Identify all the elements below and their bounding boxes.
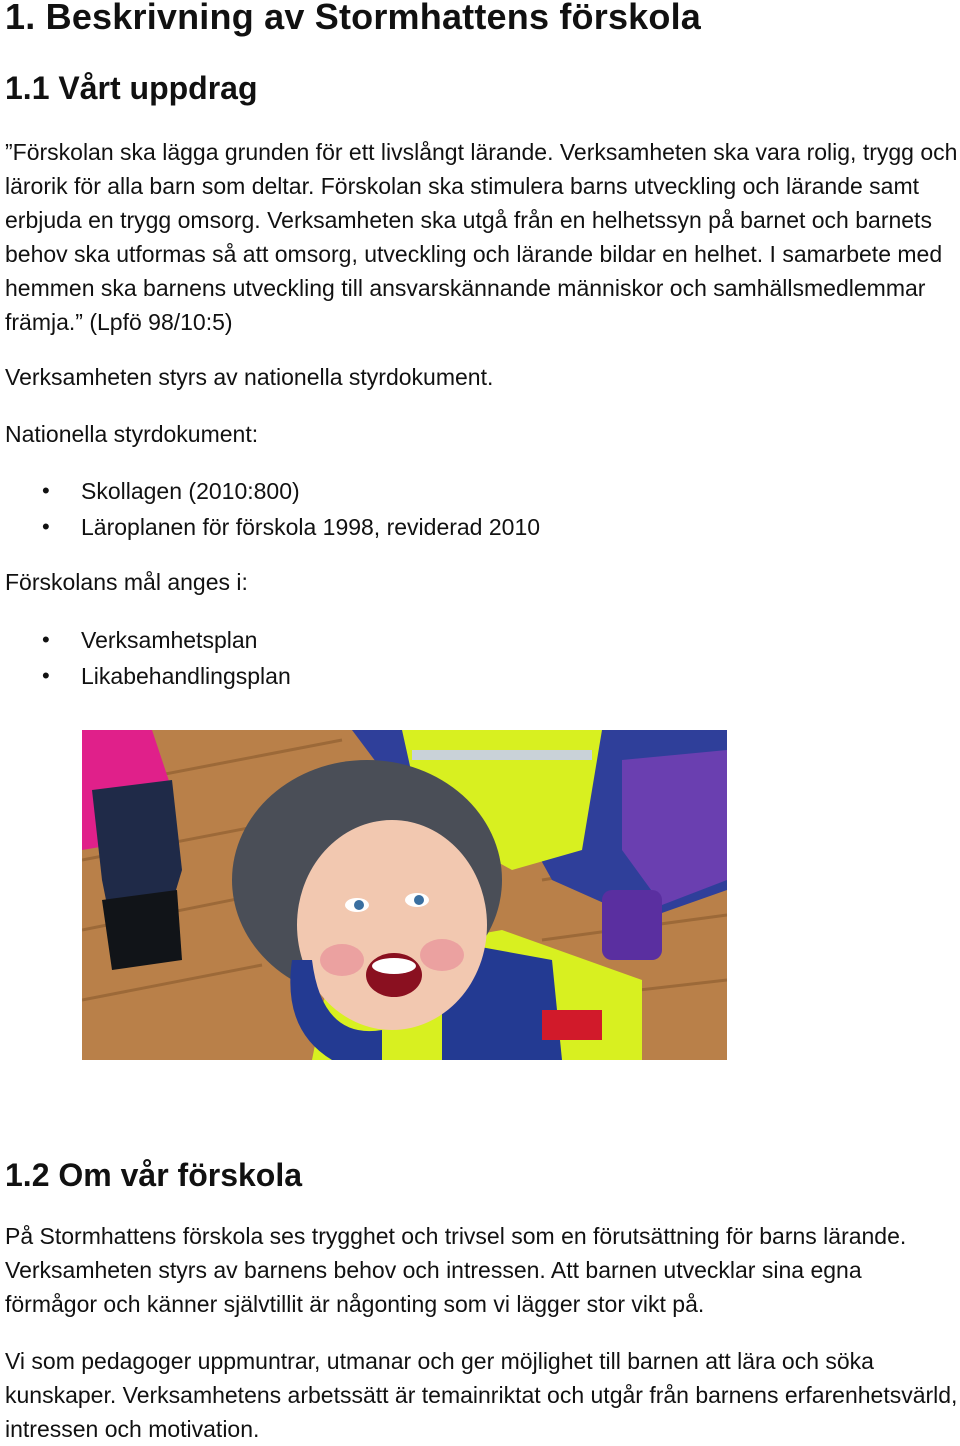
list-item: • Skollagen (2010:800) — [0, 473, 540, 509]
goals-label: Förskolans mål anges i: — [5, 569, 248, 595]
child-photo-illustration — [82, 730, 727, 1060]
curriculum-quote: ”Förskolan ska lägga grunden för ett livslångt lärande. Verksamheten ska vara rolig, trygg och lärorik för alla barn som deltar. Förskolan ska stimulera barns utveckling och lärande samt erbjuda en trygg omsorg. Verksamheten ska utgå från en helhetssyn på barnet och barnets behov ska utformas så att omsorg, utveckling och lärande bildar en helhet. I samarbete med hemmen ska barnens utveckling till ansvarskännande människor och samhällsmedlemmar främja.” (Lpfö 98/10:5) — [5, 139, 958, 335]
goals-docs-list — [0, 622, 291, 694]
national-docs-list — [0, 473, 540, 545]
about-paragraph-1: På Stormhattens förskola ses trygghet och trivsel som en förutsättning för barns lärande. Verksamheten styrs av barnens behov och intressen. Att barnen utvecklar sina egna förmågor och känner självtillit är någonting som vi lägger stor vikt på. — [5, 1223, 907, 1317]
section-heading-om-forskolan: 1.2 Om vår förskola — [5, 1157, 303, 1193]
list-item: • Läroplanen för förskola 1998, reviderad 2010 — [0, 509, 540, 545]
child-photo — [82, 730, 727, 1060]
document-title: 1. Beskrivning av Stormhattens förskola — [5, 0, 702, 37]
about-paragraph-2: Vi som pedagoger uppmuntrar, utmanar och ger möjlighet till barnen att lära och söka kunskaper. Verksamhetens arbetssätt är temainriktat och utgår från barnens erfarenhetsvärld, intressen och motivation. — [5, 1348, 958, 1442]
list-item: • Likabehandlingsplan — [0, 658, 291, 694]
national-docs-label: Nationella styrdokument: — [5, 421, 259, 447]
governance-text: Verksamheten styrs av nationella styrdokument. — [5, 364, 494, 390]
section-heading-uppdrag: 1.1 Vårt uppdrag — [5, 70, 258, 106]
list-item: • Verksamhetsplan — [0, 622, 291, 658]
